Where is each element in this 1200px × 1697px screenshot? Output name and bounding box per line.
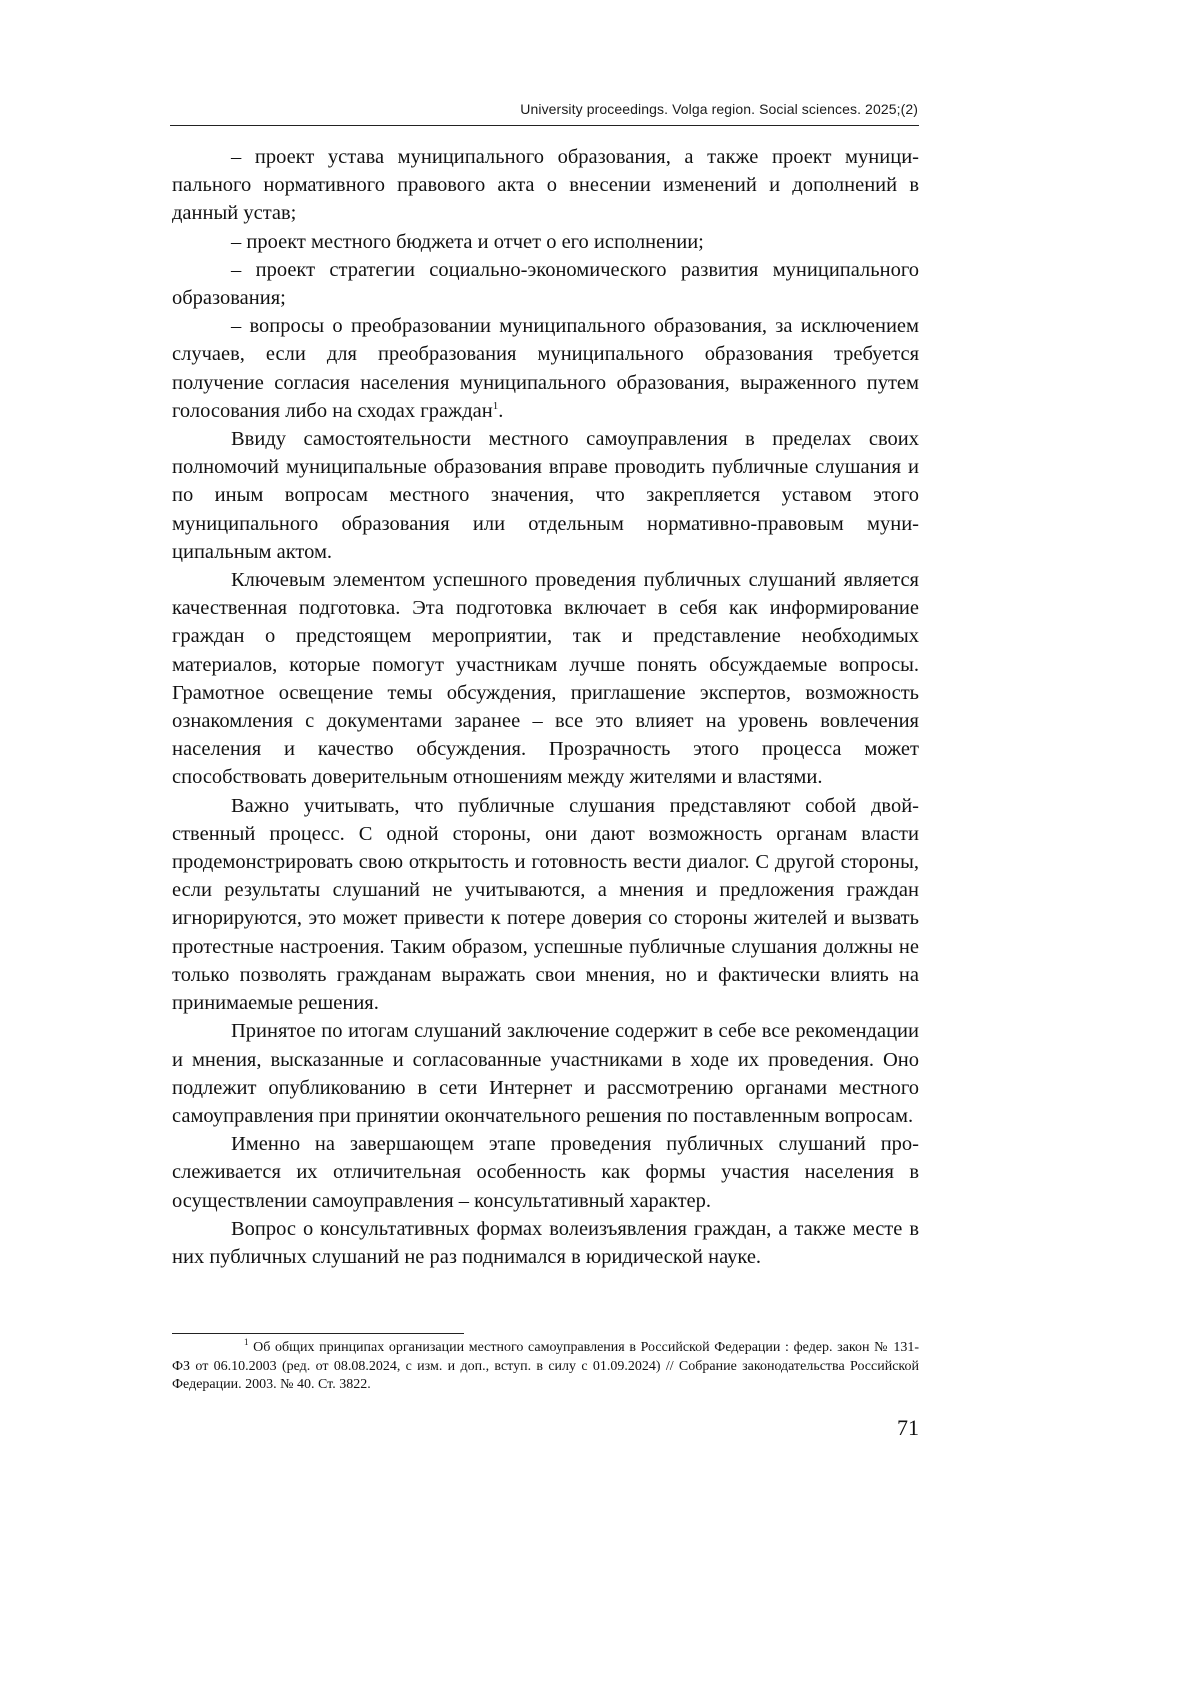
paragraph-final-stage: Именно на завершающем этапе проведения публичных слушаний прослеживается их отличительная особенность как формы участия населения в осуществлении самоуправления – консультативный характер. <box>172 1133 919 1212</box>
list-item-transformation <box>172 312 919 425</box>
list-item-transformation-text: – вопросы о преобразовании муниципального образования, за исключением случаев, если для преобразования муниципального образования требуется получение согласия населения муниципального образования, выраженного путем голосования либо на сходах граждан <box>172 315 919 422</box>
list-item-budget: – проект местного бюджета и отчет о его исполнении; <box>231 230 704 253</box>
paragraph-self-government: Ввиду самостоятельности местного самоуправления в пределах своих полномочий муниципальные образования вправе проводить публичные слушания и по иным вопросам местного значения, что закрепляется уставом этого муниципального образования или отдельным нормативно-правовым муниципальным актом. <box>172 428 919 563</box>
paragraph-consultative-forms: Вопрос о консультативных формах волеизъявления граждан, а также месте в них публичных слушаний не раз поднимался в юридической науке. <box>172 1217 919 1268</box>
footnote-mark: 1 <box>244 1337 249 1347</box>
list-item-transformation-end: . <box>498 399 504 422</box>
article-body <box>172 143 919 1271</box>
footnote-text: Об общих принципах организации местного самоуправления в Российской Федерации : федер. закон № 131-ФЗ от 06.10.2003 (ред. от 08.08.2024, с изм. и доп., вступ. в силу с 01.09.2024) // Собрание законодательства Российской Федерации. 2003. № 40. Ст. 3822. <box>172 1340 919 1392</box>
paragraph-dual-process: Важно учитывать, что публичные слушания представляют собой двойственный процесс. С одной стороны, они дают возможность органам власти продемонстрировать свою открытость и готовность вести диалог. С другой стороны, если результаты слушаний не учитываются, а мнения и предложения граждан игнорируются, это может привести к потере доверия со стороны жителей и вызвать протестные настроения. Таким образом, успешные публичные слушания должны не только позволять гражданам выражать свои мнения, но и фактически влиять на принимаемые решения. <box>172 794 919 1015</box>
page-number: 71 <box>897 1415 919 1440</box>
paragraph-conclusion: Принятое по итогам слушаний заключение содержит в себе все рекомендации и мнения, высказанные и согласованные участниками в ходе их проведения. Оно подлежит опубликованию в сети Интернет и рассмотрению органами местного самоуправления при принятии окончательного решения по поставленным вопросам. <box>172 1020 919 1127</box>
footnote-reference[interactable]: 1 <box>492 399 499 412</box>
footnote-rule <box>172 1333 464 1334</box>
list-item-strategy: – проект стратегии социально-экономического развития муниципального образования; <box>172 258 919 310</box>
paragraph-preparation: Ключевым элементом успешного проведения публичных слушаний является качественная подготовка. Эта подготовка включает в себя как информирование граждан о предстоящем мероприятии, так и представление необходимых материалов, которые помогут участникам лучше понять обсуждаемые вопросы. Грамотное освещение темы обсуждения, приглашение экспертов, возможность ознакомления с документами заранее – все это влияет на уровень вовлечения населения и качество обсуждения. Прозрачность этого процесса может способствовать доверительным отношениям между жителями и властями. <box>172 569 919 789</box>
running-header: University proceedings. Volga region. Social sciences. 2025;(2) <box>520 101 918 117</box>
header-rule <box>170 125 919 126</box>
list-item-charter: – проект устава муниципального образования, а также проект муниципального нормативного правового акта о внесении изменений и дополнений в данный устав; <box>172 146 919 225</box>
footnote <box>172 1339 919 1395</box>
footnote-entry <box>172 1339 919 1395</box>
